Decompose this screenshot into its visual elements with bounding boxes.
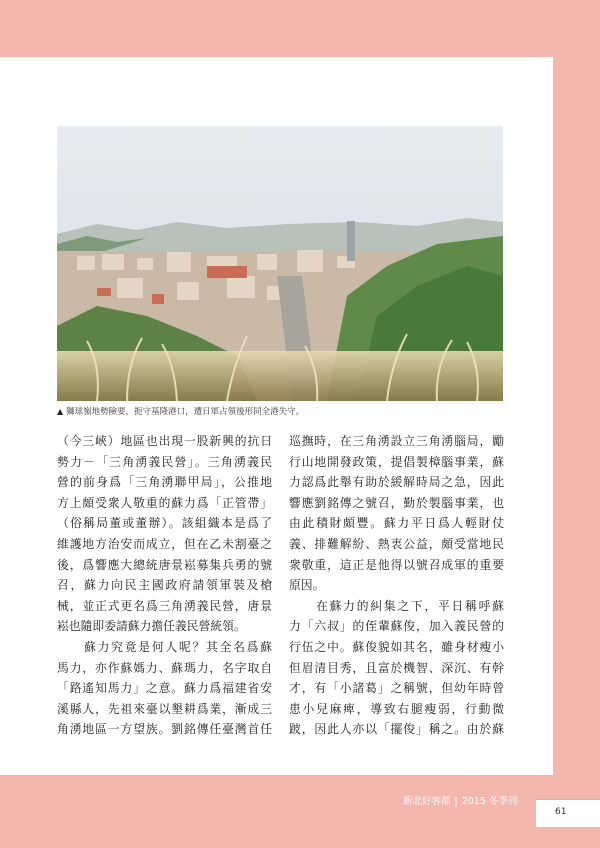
caption-marker: ▲ [57,407,64,416]
text-line: 衆敬重，這正是他得以號召成軍的重要 [289,557,504,572]
text-line: 蘇力究竟是何人呢？其全名爲蘇 [57,639,272,654]
text-line: 但眉清目秀，且富於機智、深沉、有幹 [289,660,504,675]
text-line: 馬力，亦作蘇媽力、蘇瑪力，名字取自 [57,660,272,675]
issue-label: 2015 冬季刊 [461,796,518,807]
text-line: 勢力－「三角湧義民營」。三角湧義民 [57,454,272,469]
text-line: （今三峽）地區也出現一股新興的抗日 [57,434,272,448]
caption-text: 獅球嶺地勢險要，扼守基隆港口，遭日軍占領後形同全港失守。 [66,407,305,417]
publication-name: 新北好客都 [403,796,451,807]
text-line: （俗稱局董或董辦）。該組織本是爲了 [57,516,272,531]
text-line: 力認爲此舉有助於緩解時局之急，因此 [289,475,504,490]
text-line: 巡撫時，在三角湧設立三角湧腦局，勵 [289,434,504,448]
text-line: 義、排難解紛、熱衷公益，頗受當地民 [289,536,504,551]
text-line: 召，蘇力向民主國政府請領軍裝及槍 [57,578,272,593]
body-column-left [57,431,272,740]
text-line: 行伍之中。蘇俊貌如其名，雖身材瘦小 [289,639,504,654]
publication-footer [403,793,517,807]
text-line: 崧也隨即委請蘇力擔任義民營統領。 [57,619,246,634]
text-line: 跛，因此人亦以「擺俊」稱之。由於蘇 [289,722,504,737]
text-line: 在蘇力的糾集之下，平日稱呼蘇 [289,598,504,613]
footer-band [0,775,600,848]
text-line: 響應劉銘傳之號召，勤於製腦事業，也 [289,495,504,510]
text-line: 後，爲響應大總統唐景崧募集兵勇的號 [57,557,272,572]
text-line: 方上頗受衆人敬重的蘇力爲「正管帶」 [57,495,272,510]
text-line: 患小兒麻痺，導致右腿瘦弱，行動微 [289,701,504,716]
page-number-box [536,799,600,827]
text-line: 力「六叔」的侄輩蘇俊，加入義民營的 [289,619,504,634]
text-line: 由此積財頗豐。蘇力平日爲人輕財仗 [289,516,504,531]
body-column-right [289,431,504,740]
photo-caption [57,405,503,417]
photo-landscape-icon [57,126,503,401]
page-number: 61 [555,807,567,817]
text-line: 角湧地區一方望族。劉銘傳任臺灣首任 [57,722,272,737]
text-line: 才，有「小諸葛」之稱號，但幼年時曾 [289,681,504,696]
landscape-photo [57,126,503,401]
text-line: 械，並正式更名爲三角湧義民營，唐景 [57,598,272,613]
text-line: 營的前身爲「三角湧聯甲局」，公推地 [57,475,272,490]
text-line: 原因。 [289,578,325,593]
text-line: 行山地開發政策，提倡製樟腦事業，蘇 [289,454,504,469]
text-line: 維護地方治安而成立，但在乙未割臺之 [57,536,272,551]
footer-separator: | [454,796,458,807]
text-line: 溪縣人，先祖來臺以墾耕爲業，漸成三 [57,701,272,716]
text-line: 「路遙知馬力」之意。蘇力爲福建省安 [57,681,272,696]
